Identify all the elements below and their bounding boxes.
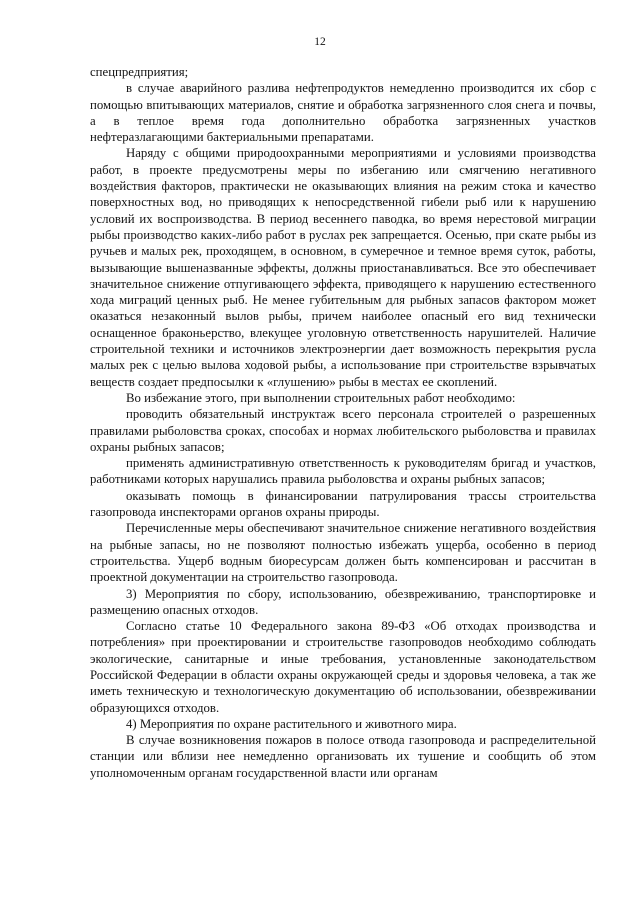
- paragraph: оказывать помощь в финансировании патрулирования трассы строительства газопровода инспекторами органов охраны природы.: [90, 488, 596, 520]
- paragraph: Наряду с общими природоохранными мероприятиями и условиями производства работ, в проекте предусмотрены меры по избеганию или смягчению негативного воздействия факторов, практически не оказывающих влияния на режим стока и качество поверхностных вод, но приводящих к непосредственной гибели рыб или к нарушению условий их воспроизводства. В период весеннего паводка, во время нерестовой миграции рыбы производство каких-либо работ в руслах рек запрещается. Осенью, при скате рыбы из ручьев и малых рек, проходящем, в основном, в сумеречное и темное время суток, работы, вызывающие вышеназванные эффекты, должны приостанавливаться. Все это обеспечивает значительное снижение отпугивающего эффекта, приводящего к нарушению естественного хода миграций ценных рыб. Не менее губительным для рыбных запасов фактором может оказаться незаконный вылов рыбы, причем наиболее опасный его вид технически оснащенное браконьерство, влекущее уголовную ответственность нарушителей. Наличие строительной техники и источников электроэнергии дает возможность перекрытия русла малых рек с целью вылова ходовой рыбы, а использование при строительстве взрывчатых веществ создает предпосылки к «глушению» рыбы в местах ее скоплений.: [90, 146, 596, 389]
- paragraph: Согласно статье 10 Федерального закона 89-ФЗ «Об отходах производства и потребления» при проектировании и строительстве газопроводов необходимо соблюдать экологические, санитарные и иные требования, установленные законодательством Российской Федерации в области охраны окружающей среды и здоровья человека, а так же иметь техническую и технологическую документацию об использовании, обезвреживании образующихся отходов.: [90, 619, 596, 715]
- paragraph: Перечисленные меры обеспечивают значительное снижение негативного воздействия на рыбные запасы, но не позволяют полностью избежать ущерба, особенно в период строительства. Ущерб водным биоресурсам должен быть компенсирован и рассчитан в проектной документации на строительство газопровода.: [90, 521, 596, 585]
- paragraph: Во избежание этого, при выполнении строительных работ необходимо:: [126, 390, 516, 405]
- paragraph: применять административную ответственность к руководителям бригад и участков, работниками которых нарушались правила рыболовства и охраны рыбных запасов;: [90, 456, 596, 487]
- document-body: [90, 64, 596, 781]
- paragraph: В случае возникновения пожаров в полосе отвода газопровода и распределительной станции или вблизи нее немедленно организовать их тушение и сообщить об этом уполномоченным органам государственной власти или органам: [90, 733, 596, 780]
- paragraph: спецпредприятия;: [90, 65, 189, 79]
- paragraph: в случае аварийного разлива нефтепродуктов немедленно производится их сбор с помощью впитывающих материалов, снятие и обработка загрязненного слоя снега и почвы, а в теплое время года дополнительно обработка загрязненных участков нефтеразлагающими бактериальными препаратами.: [90, 81, 596, 145]
- paragraph: проводить обязательный инструктаж всего персонала строителей о разрешенных правилами рыболовства сроках, способах и нормах любительского рыболовства и правилах охраны рыбных запасов;: [90, 407, 596, 454]
- section-heading: 3) Мероприятия по сбору, использованию, обезвреживанию, транспортировке и размещению опасных отходов.: [90, 586, 596, 617]
- page-number: 12: [314, 36, 326, 48]
- section-heading: 4) Мероприятия по охране растительного и животного мира.: [126, 716, 457, 731]
